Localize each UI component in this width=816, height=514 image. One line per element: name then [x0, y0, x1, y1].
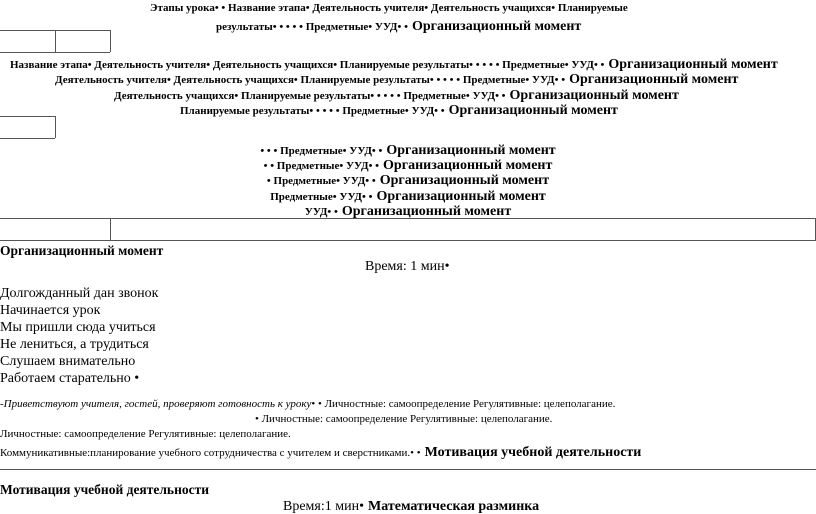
table-rule-v4 [110, 218, 111, 240]
section2-time: Время:1 мин• [283, 499, 364, 514]
results-line-2-big: Организационный момент [383, 158, 553, 173]
poem-line-6: Работаем старательно • [0, 371, 140, 386]
communicative-small: Коммуникативные:планирование учебного сотрудничества с учителем и сверстниками.• • [0, 447, 421, 459]
section2-time-line [283, 498, 539, 514]
columns-line-4-big: Организационный момент [448, 103, 618, 118]
poem-line-2: Начинается урок [0, 303, 101, 318]
activity-line [0, 399, 615, 410]
columns-line-3-small: Деятельность учащихся• Планируемые результаты• • • • • Предметные• УУД• • [114, 90, 506, 102]
results-line-4-small: Предметные• УУД• • [270, 191, 373, 203]
columns-line-1-big: Организационный момент [608, 57, 778, 72]
personal-plain-line: Личностные: самоопределение Регулятивные: целеполагание. [0, 428, 291, 440]
table-rule-4 [0, 138, 55, 139]
results-line-4 [0, 188, 816, 204]
columns-line-1 [10, 56, 778, 72]
results-line-1-big: Организационный момент [386, 143, 556, 158]
table-rule-v2 [110, 30, 111, 52]
columns-line-2-small: Деятельность учителя• Деятельность учащихся• Планируемые результаты• • • • • Предметные• УУД• • [55, 74, 566, 86]
results-line-2-small: • • Предметные• УУД• • [263, 160, 380, 172]
header-line-2-small: результаты• • • • • Предметные• УУД• • [216, 21, 408, 33]
header-line-1: Этапы урока• • Название этапа• Деятельность учителя• Деятельность учащихся• Планируемые [150, 2, 628, 14]
header-line-2-big: Организационный момент [411, 19, 582, 34]
results-line-5-small: УУД• • [304, 206, 338, 218]
table-rule-2 [0, 52, 110, 53]
results-line-3 [0, 172, 816, 188]
columns-line-2 [55, 71, 738, 87]
results-line-5 [0, 203, 816, 219]
poem-line-4: Не лениться, а трудиться [0, 337, 149, 352]
results-line-5-big: Организационный момент [341, 204, 512, 219]
table-rule-5 [0, 218, 816, 219]
table-rule-7 [0, 469, 816, 470]
columns-line-3 [114, 87, 679, 103]
results-line-1 [0, 142, 816, 158]
personal-centered-line: • Личностные: самоопределение Регулятивные: целеполагание. [255, 413, 553, 425]
results-line-1-small: • • • Предметные• УУД• • [260, 145, 383, 157]
header-line-2 [216, 18, 581, 34]
columns-line-3-big: Организационный момент [509, 88, 679, 103]
table-rule-3 [0, 116, 55, 117]
poem-line-3: Мы пришли сюда учиться [0, 320, 156, 335]
results-line-3-small: • Предметные• УУД• • [266, 175, 376, 187]
columns-line-2-big: Организационный момент [569, 72, 739, 87]
communicative-line [0, 444, 641, 460]
table-rule-v3 [55, 116, 56, 138]
columns-line-4-small: Планируемые результаты• • • • • Предметные• УУД• • [180, 105, 445, 117]
section1-title: Организационный момент [0, 243, 164, 258]
section2-next: Математическая разминка [368, 499, 540, 514]
table-rule-v1 [55, 30, 56, 52]
results-line-2 [0, 157, 816, 173]
poem-line-5: Слушаем внимательно [0, 354, 136, 369]
poem-line-1: Долгожданный дан звонок [0, 286, 159, 301]
section1-time: Время: 1 мин• [365, 259, 450, 274]
activity-rest: • • Личностные: самоопределение Регулятивные: целеполагание. [311, 398, 616, 410]
results-line-4-big: Организационный момент [376, 189, 546, 204]
activity-italic: -Приветствуют учителя, гостей, проверяют готовность к уроку [0, 398, 312, 410]
columns-line-4 [180, 102, 618, 118]
communicative-big: Мотивация учебной деятельности [424, 445, 642, 460]
columns-line-1-small: Название этапа• Деятельность учителя• Деятельность учащихся• Планируемые результаты• • • • • Предметные• УУД• • [10, 59, 605, 71]
results-line-3-big: Организационный момент [379, 173, 550, 188]
section2-title: Мотивация учебной деятельности [0, 482, 209, 497]
table-rule-6 [0, 240, 816, 241]
